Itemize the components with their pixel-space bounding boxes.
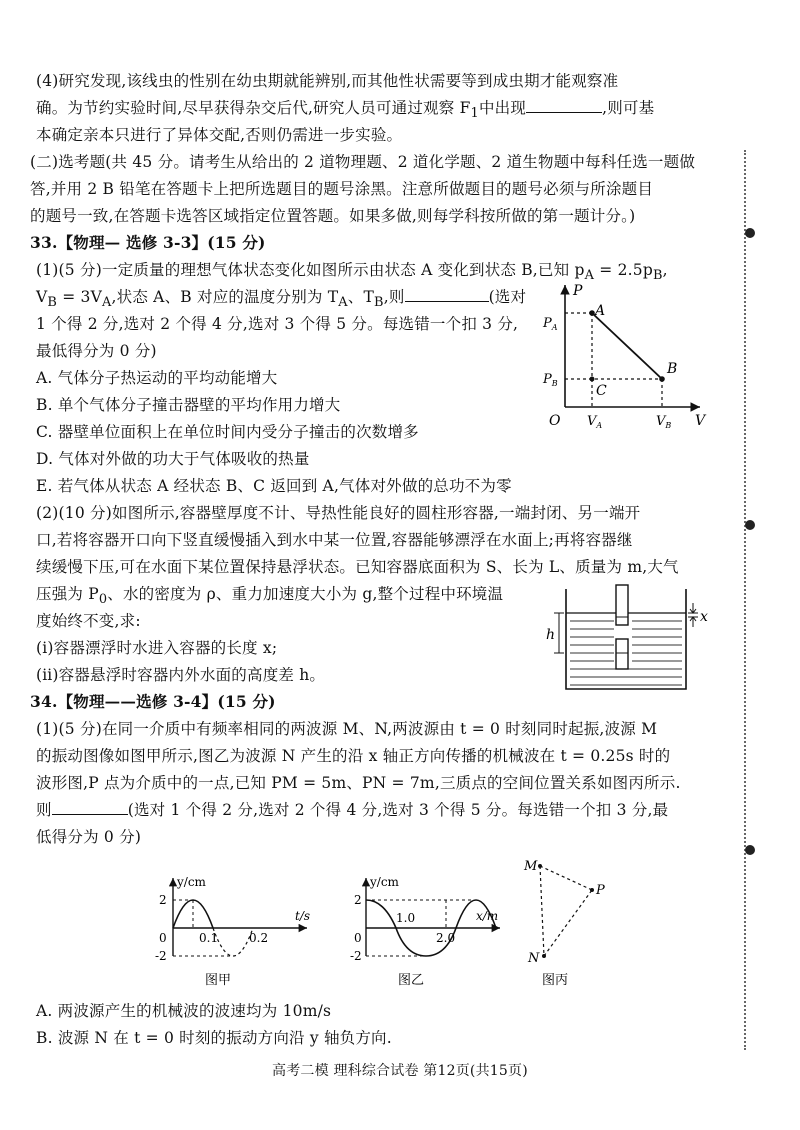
tick-0.1: 0.1 [199, 931, 219, 945]
page-footer: 高考二模 理科综合试卷 第12页(共15页) [272, 1063, 528, 1079]
n-label: N [528, 951, 540, 966]
container-diagram [548, 585, 718, 695]
segment-np [544, 890, 592, 956]
q33-p2-line-5: 度始终不变,求: [36, 612, 141, 630]
q34-title: 34.【物理——选修 3-4】(15 分) [30, 692, 276, 711]
process-line-ab [592, 313, 662, 379]
vb-label: $V_B$ [656, 414, 672, 430]
point-b [659, 376, 665, 382]
pv-graph [535, 275, 715, 435]
q33-p1-line-2: $V_B = 3V_A$,状态 A、B 对应的温度分别为 $T_A$、$T_B$,则 (选对 [36, 288, 527, 311]
suspended-container [616, 639, 628, 669]
origin: 0 [159, 931, 167, 945]
a-label: A [595, 303, 606, 319]
caption: 图乙 [398, 973, 425, 988]
point-c [590, 377, 595, 382]
q33-p1-line-4: 最低得分为 0 分) [36, 342, 157, 360]
y-label: y/cm [370, 875, 399, 889]
q34-line-5: 低得分为 0 分) [36, 828, 142, 846]
prev-q-line-2: 确。为节约实验时间,尽早获得杂交后代,研究人员可通过观察 $F_1$中出现 ,则可基 [36, 99, 655, 122]
q33-option-a: A. 气体分子热运动的平均动能增大 [36, 369, 278, 387]
q33-option-b: B. 单个气体分子撞击器壁的平均作用力增大 [36, 396, 341, 414]
q34-line-4: 则 (选对 1 个得 2 分,选对 2 个得 4 分,选对 3 个得 5 分。每选错一个扣 3 分,最 [36, 801, 669, 819]
answer-blank[interactable] [405, 287, 489, 302]
h-label: h [546, 627, 556, 643]
q34-line-3: 波形图,P 点为介质中的一点,已知 PM = 5m、PN = 7m,三质点的空间位置关系如图丙所示. [36, 774, 681, 792]
q34-option-a: A. 两波源产生的机械波的波速均为 10m/s [36, 1002, 332, 1020]
tick-neg2: -2 [155, 949, 167, 963]
q34-option-b: B. 波源 N 在 t = 0 时刻的振动方向沿 y 轴负方向. [36, 1029, 392, 1047]
floating-container [616, 585, 628, 625]
binding-hole [745, 228, 755, 238]
x-label: x/m [476, 909, 499, 923]
answer-blank[interactable] [52, 800, 128, 815]
binding-hole [745, 845, 755, 855]
q33-option-e: E. 若气体从状态 A 经状态 B、C 返回到 A,气体对外做的总功不为零 [36, 477, 512, 495]
tick-2: 2 [354, 893, 362, 907]
q33-p2-line-4: 压强为 $P_0$、水的密度为 ρ、重力加速度大小为 g,整个过程中环境温 [36, 585, 504, 608]
t-label: t/s [295, 909, 311, 923]
binding-line [744, 150, 748, 1050]
q33-p1-line-1: (1)(5 分)一定质量的理想气体状态变化如图所示由状态 A 变化到状态 B,已知 $p_A = 2.5p_B$, [36, 261, 668, 284]
prev-q-line-1: (4)研究发现,该线虫的性别在幼虫期就能辨别,而其他性状需要等到成虫期才能观察准 [36, 72, 619, 90]
optional-instructions-2: 答,并用 2 B 铅笔在答题卡上把所选题目的题号涂黑。注意所做题目的题号必须与所涂题目 [30, 180, 654, 198]
p-axis-label: P [573, 283, 583, 299]
q33-p1-line-3: 1 个得 2 分,选对 2 个得 4 分,选对 3 个得 5 分。每选错一个扣 3 分, [36, 315, 519, 333]
optional-instructions-3: 的题号一致,在答题卡选答区域指定位置答题。如果多做,则每学科按所做的第一题计分。) [30, 207, 636, 225]
binding-hole [745, 520, 755, 530]
q33-p2-sub-ii: (ⅱ)容器悬浮时容器内外水面的高度差 h。 [36, 666, 326, 684]
answer-blank[interactable] [526, 98, 602, 113]
figure-jia [155, 872, 325, 992]
q33-title: 33.【物理— 选修 3-3】(15 分) [30, 233, 266, 252]
p-label: P [596, 883, 605, 898]
q33-option-c: C. 器壁单位面积上在单位时间内受分子撞击的次数增多 [36, 423, 419, 441]
q33-p2-line-1: (2)(10 分)如图所示,容器壁厚度不计、导热性能良好的圆柱形容器,一端封闭、另一端开 [36, 504, 641, 522]
q33-p2-line-2: 口,若将容器开口向下竖直缓慢插入到水中某一位置,容器能够漂浮在水面上;再将容器继 [36, 531, 633, 549]
v-axis-label: V [695, 413, 706, 429]
figure-yi [350, 872, 520, 992]
caption: 图甲 [205, 973, 232, 988]
tick-1.0: 1.0 [396, 911, 416, 925]
caption: 图丙 [542, 973, 569, 988]
pa-label: $P_A$ [543, 316, 558, 332]
prev-q-line-3: 本确定亲本只进行了异体交配,否则仍需进一步实验。 [36, 126, 403, 144]
q34-line-1: (1)(5 分)在同一介质中有频率相同的两波源 M、N,两波源由 t = 0 时刻同时起振,波源 M [36, 720, 658, 738]
y-label: y/cm [177, 875, 206, 889]
tick-neg2: -2 [350, 949, 362, 963]
figure-bing [520, 852, 630, 997]
q33-p2-line-3: 续缓慢下压,可在水面下某位置保持悬浮状态。已知容器底面积为 S、长为 L、质量为 m,大气 [36, 558, 679, 576]
point-a [589, 310, 595, 316]
q33-option-d: D. 气体对外做的功大于气体吸收的热量 [36, 450, 310, 468]
origin-label: O [549, 413, 561, 429]
m-label: M [524, 859, 538, 874]
optional-instructions-1: (二)选考题(共 45 分。请考生从给出的 2 道物理题、2 道化学题、2 道生物题中每科任选一题做 [30, 153, 696, 171]
segment-mn [540, 866, 544, 956]
tick-2.0: 2.0 [436, 931, 456, 945]
c-label: C [596, 383, 607, 399]
q33-p2-sub-i: (ⅰ)容器漂浮时水进入容器的长度 x; [36, 639, 278, 657]
pb-label: $P_B$ [543, 372, 558, 388]
origin: 0 [354, 931, 362, 945]
segment-mp [540, 866, 592, 890]
tick-0.2: 0.2 [249, 931, 269, 945]
b-label: B [667, 361, 678, 377]
x-label: x [700, 609, 708, 625]
va-label: $V_A$ [587, 414, 603, 430]
tick-2: 2 [159, 893, 167, 907]
q34-line-2: 的振动图像如图甲所示,图乙为波源 N 产生的沿 x 轴正方向传播的机械波在 t = 0.25s 时的 [36, 747, 671, 765]
